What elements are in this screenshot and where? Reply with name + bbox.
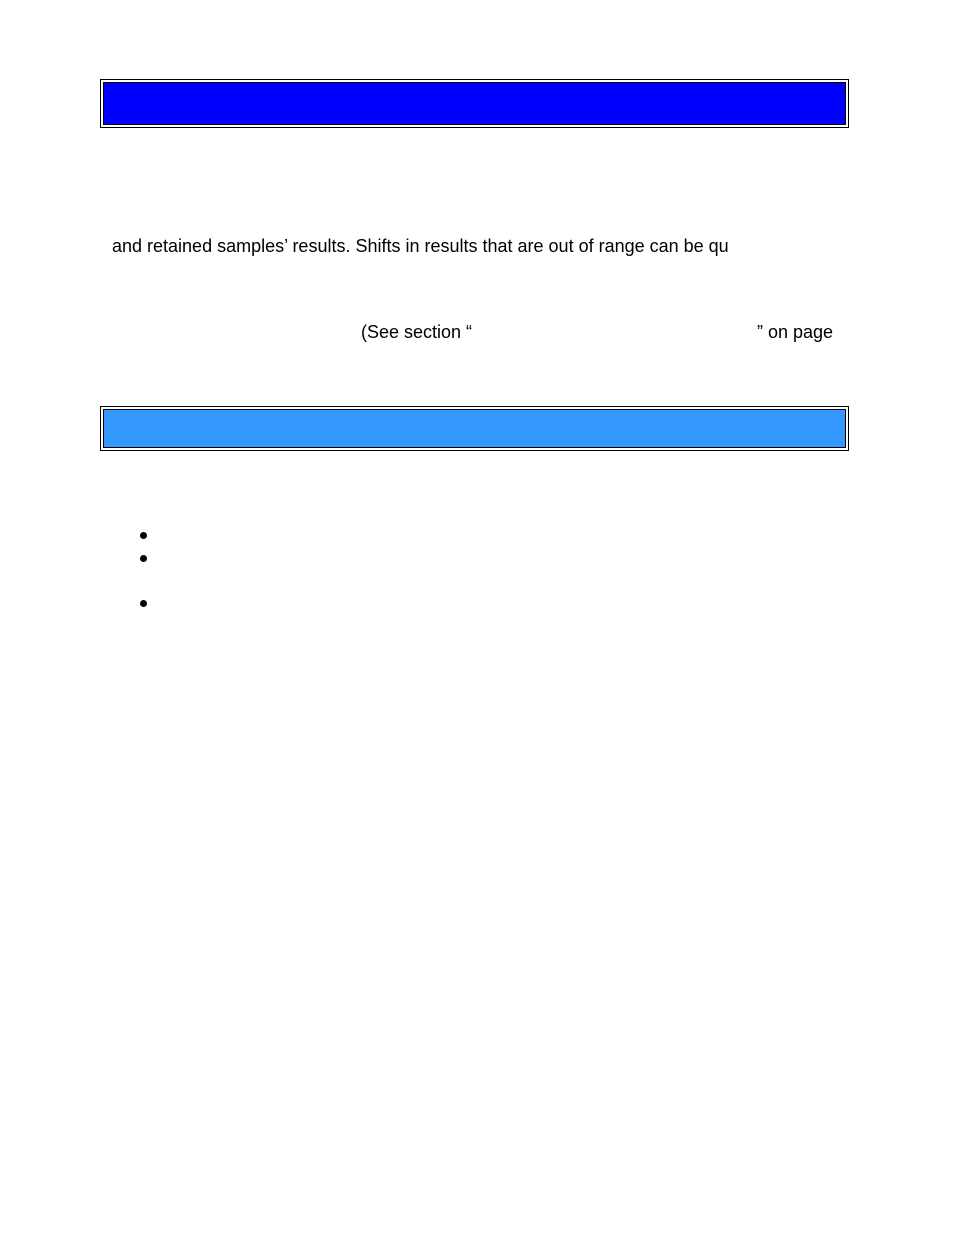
bullet-icon <box>140 532 147 539</box>
subsection-header-fill <box>103 409 846 448</box>
section-header-banner <box>100 79 849 128</box>
section-reference-close: ” on page <box>757 322 834 342</box>
body-text-line: and retained samples’ results. Shifts in results that are out of range can be qu <box>112 236 729 256</box>
section-header-fill <box>103 82 846 125</box>
bullet-icon <box>140 555 147 562</box>
subsection-header-banner <box>100 406 849 451</box>
section-reference-open: (See section “ <box>361 322 473 342</box>
bullet-icon <box>140 600 147 607</box>
